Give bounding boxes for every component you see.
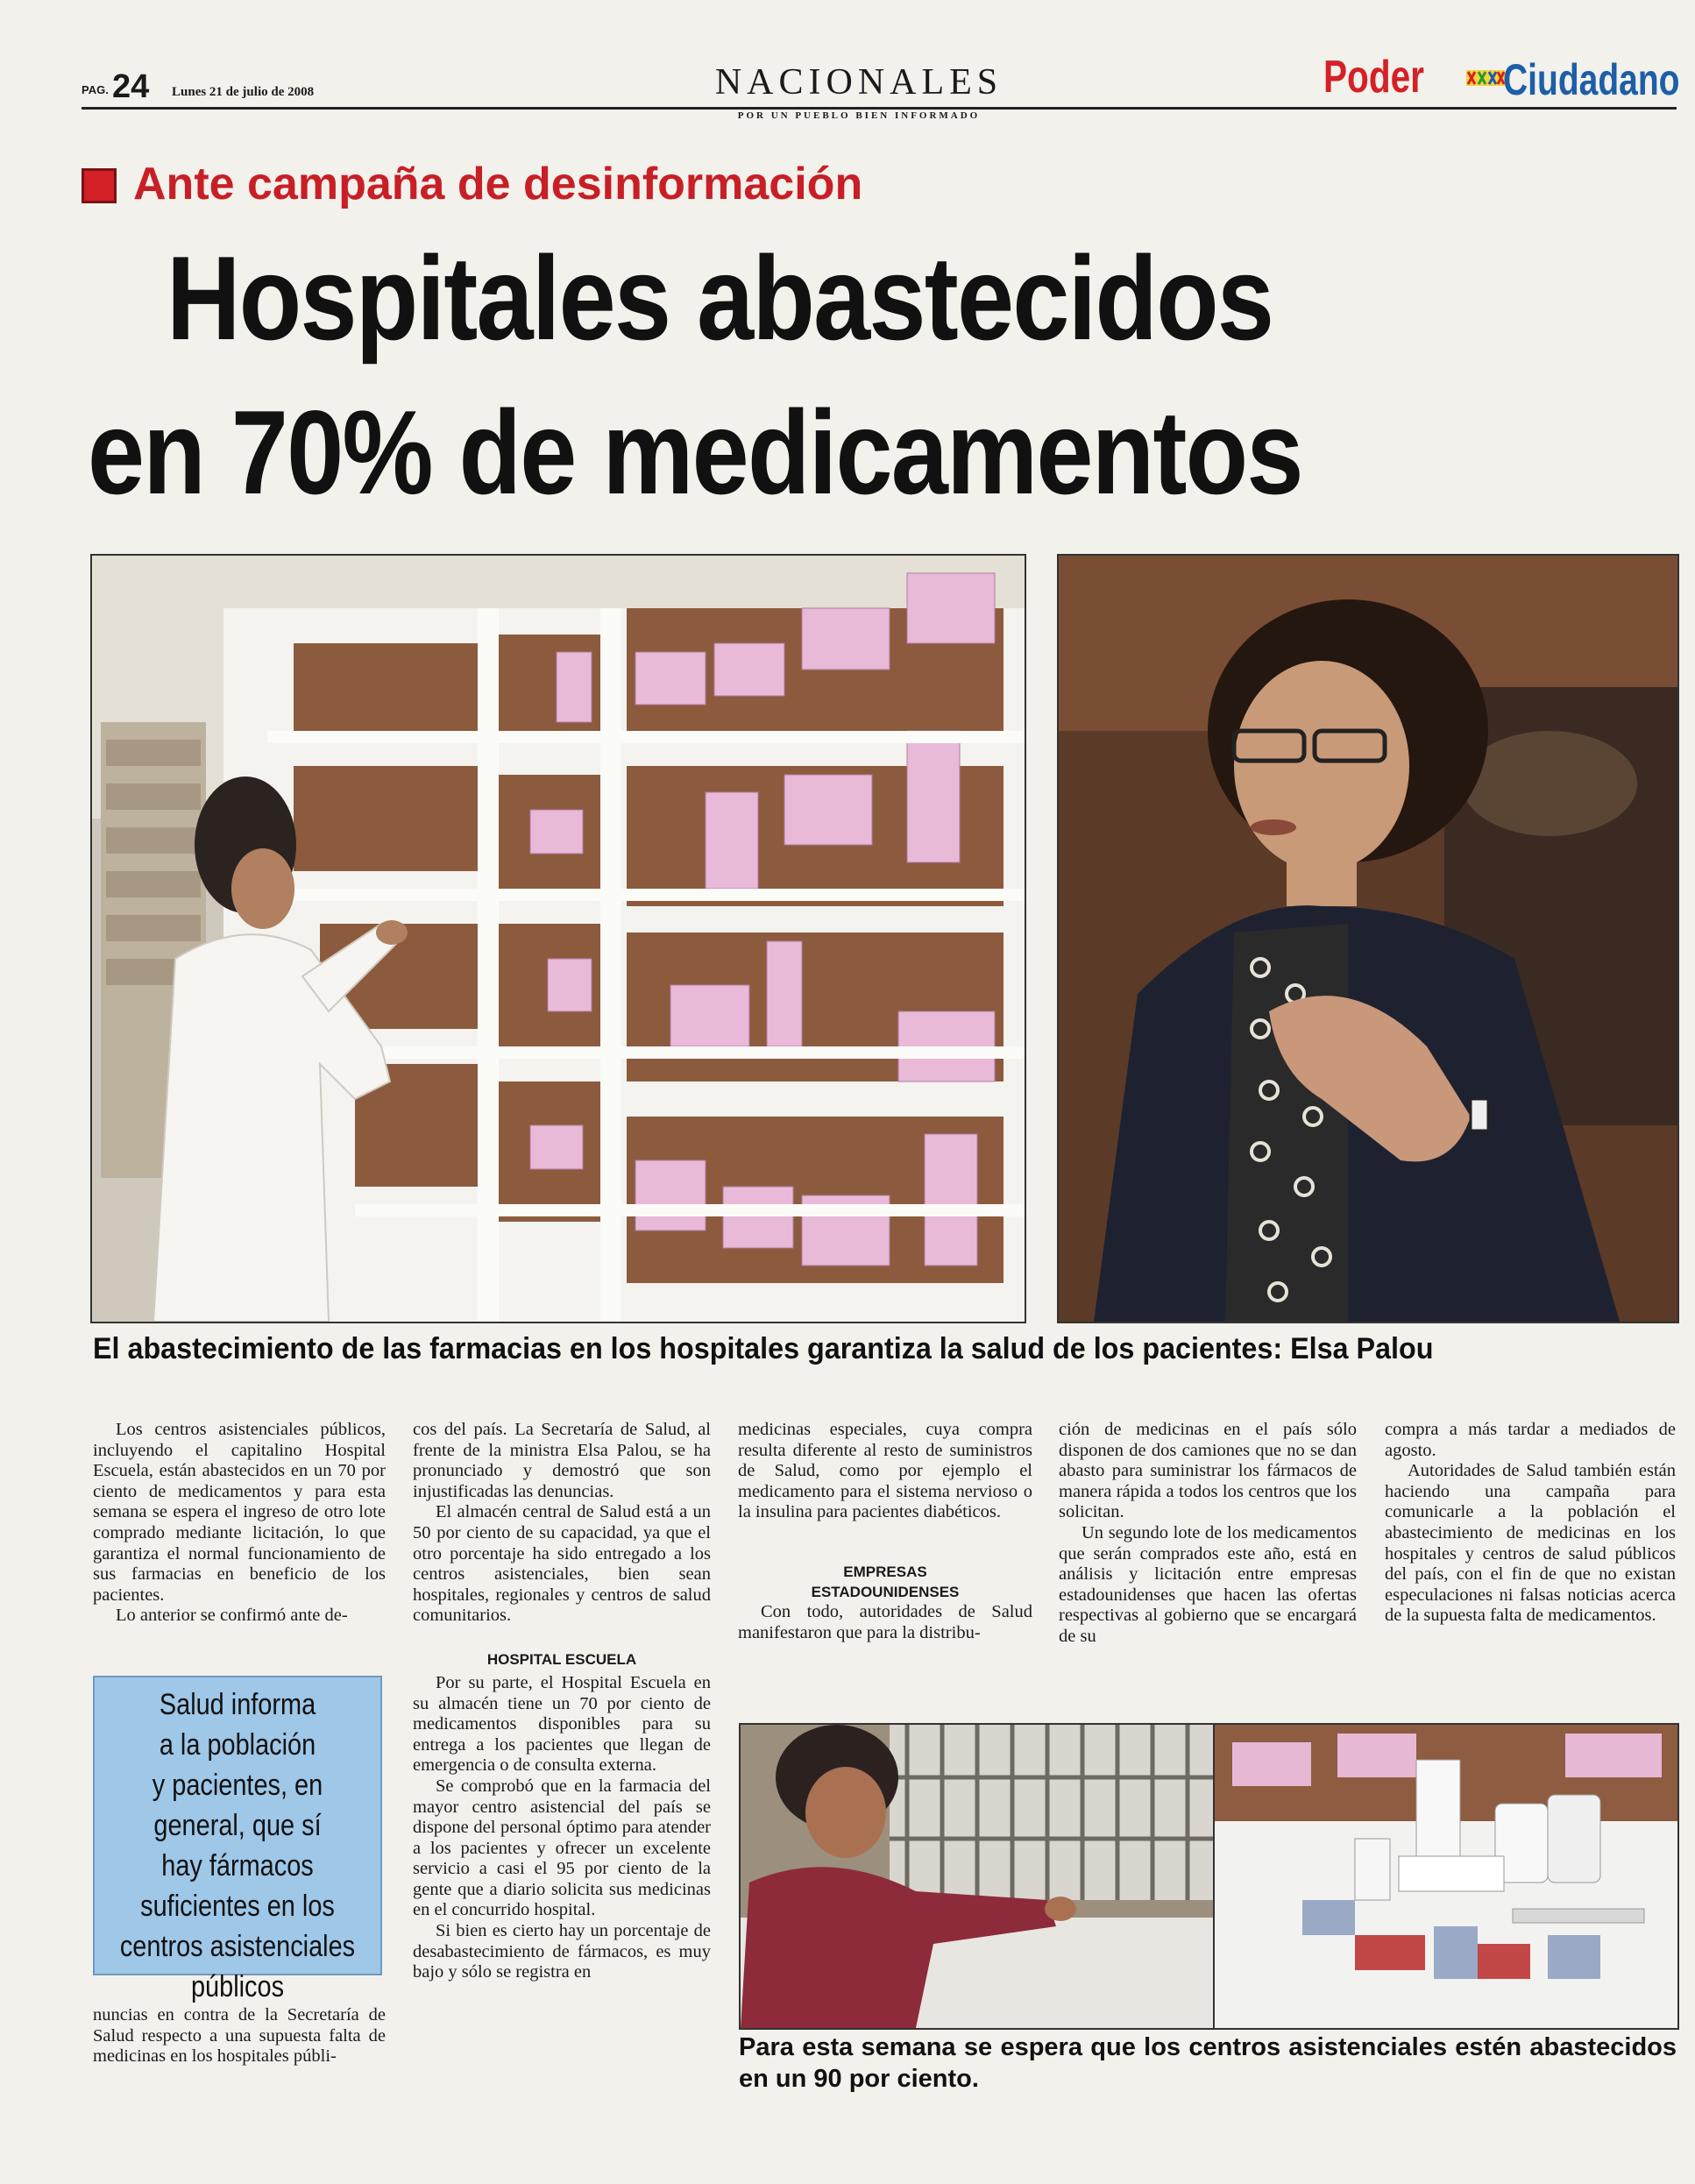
subhead-empresas-line-1: EMPRESAS: [843, 1563, 927, 1580]
paragraph: nuncias en contra de la Secretaría de Salud respecto a una supuesta falta de medicinas en los hospitales públi-: [93, 2005, 386, 2067]
paragraph: Un segundo lote de los medicamentos que serán comprados este año, está en análisis y licitación entre empresas estadounidenses que hacen las ofertas respectivas al gobierno que se encargará de su: [1059, 1522, 1357, 1646]
article-column-1: [93, 1420, 386, 1627]
article-column-3: [738, 1420, 1032, 1643]
callout-line: y pacientes, en: [152, 1769, 323, 1802]
paragraph: Los centros asistenciales públicos, incluyendo el capitalino Hospital Escuela, están abastecidos en un 70 por ciento de medicamentos y para esta semana se espera el ingreso de otro lote comprado mediante licitación, lo que garantiza el normal funcionamiento de sus farmacias en beneficio de los pacientes.: [93, 1420, 386, 1605]
article-column-5: [1385, 1420, 1676, 1627]
paragraph: Con todo, autoridades de Salud manifestaron que para la distribu-: [738, 1601, 1032, 1642]
page-label: PAG.: [82, 83, 109, 96]
headline-line-2: en 70% de medicamentos: [88, 386, 1302, 519]
headline-line-1: Hospitales abastecidos: [167, 231, 1273, 365]
callout-line: Salud informa: [159, 1688, 316, 1721]
subhead-hospital-escuela: HOSPITAL ESCUELA: [486, 1650, 637, 1668]
section-title: NACIONALES: [714, 62, 1004, 103]
bottom-photo-caption: Para esta semana se espera que los centros asistenciales estén abastecidos en un 90 por ciento.: [739, 2033, 1677, 2093]
callout-box: [93, 1676, 382, 2003]
paragraph: Autoridades de Salud también están haciendo una campaña para comunicarle a la población el abastecimiento de medicinas en los hospitales y centros de salud públicos del país, con el fin de que no existan especulaciones ni falsas noticias acerca de la supuesta falta de medicamentos.: [1385, 1461, 1676, 1626]
kicker: Ante campaña de desinformación: [133, 159, 863, 209]
callout-line: general, que sí: [153, 1809, 322, 1842]
logo-left-word: Poder: [1323, 52, 1424, 103]
paragraph: Por su parte, el Hospital Escuela en su almacén tiene un 70 por ciento de medicamentos disponibles para su entrega a los pacientes que llegan de emergencia o de consulta externa.: [413, 1672, 711, 1776]
medicines-table-photo: [1213, 1723, 1679, 2030]
issue-date: Lunes 21 de julio de 2008: [172, 85, 315, 99]
paragraph: El almacén central de Salud está a un 50 por ciento de su capacidad, ya que el otro porcentaje ha sido entregado a los centros asistenciales, bien sean hospitales, regionales y centros de salud comunitarios.: [413, 1502, 711, 1626]
paragraph: Se comprobó que en la farmacia del mayor centro asistencial del país se dispone del personal óptimo para atender a los pacientes y ofrecer un excelente servicio a casi el 95 por ciento de la gente que a diario solicita sus medicinas en el concurrido hospital.: [413, 1776, 711, 1920]
pharmacy-counter-photo: [739, 1723, 1216, 2030]
article-column-4: [1059, 1420, 1357, 1648]
page-number: 24: [112, 68, 150, 105]
paragraph: Si bien es cierto hay un porcentaje de desabastecimiento de fármacos, es muy bajo y sólo se registra en: [413, 1921, 711, 1982]
paragraph: compra a más tardar a mediados de agosto.: [1385, 1420, 1676, 1460]
callout-line: públicos: [190, 1970, 285, 2003]
section-tagline: POR UN PUEBLO BIEN INFORMADO: [737, 110, 981, 121]
callout-line: hay fármacos: [161, 1849, 314, 1883]
main-photo-caption: El abastecimiento de las farmacias en los hospitales garantiza la salud de los pacientes: Elsa Palou: [93, 1332, 1434, 1365]
callout-line: a la población: [159, 1728, 316, 1762]
kicker-bullet: [82, 168, 117, 203]
subhead-empresas-line-2: ESTADOUNIDENSES: [811, 1583, 960, 1600]
paragraph: cos del país. La Secretaría de Salud, al frente de la ministra Elsa Palou, se ha pronunciado y demostró que son injustificadas las denuncias.: [413, 1420, 711, 1501]
paragraph: Lo anterior se confirmó ante de-: [116, 1606, 348, 1626]
article-column-1-continued: [93, 2005, 386, 2067]
logo-right-word: Ciudadano: [1503, 55, 1680, 104]
callout-line: suficientes en los: [140, 1890, 335, 1923]
logo-mark-icon: [1466, 68, 1505, 88]
article-column-2: [413, 1420, 711, 1983]
pharmacy-photo: [90, 554, 1026, 1323]
paragraph: ción de medicinas en el país sólo disponen de dos camiones que no se dan abasto para suministrar los fármacos de manera rápida a todos los centros que los solicitan.: [1059, 1420, 1357, 1522]
newspaper-logo: [1323, 51, 1683, 112]
paragraph: medicinas especiales, cuya compra resulta diferente al resto de suministros de Salud, como por ejemplo el medicamento para el sistema nervioso o la insulina para pacientes diabéticos.: [738, 1420, 1032, 1522]
minister-portrait-photo: [1057, 554, 1679, 1323]
callout-line: centros asistenciales: [119, 1930, 356, 1963]
